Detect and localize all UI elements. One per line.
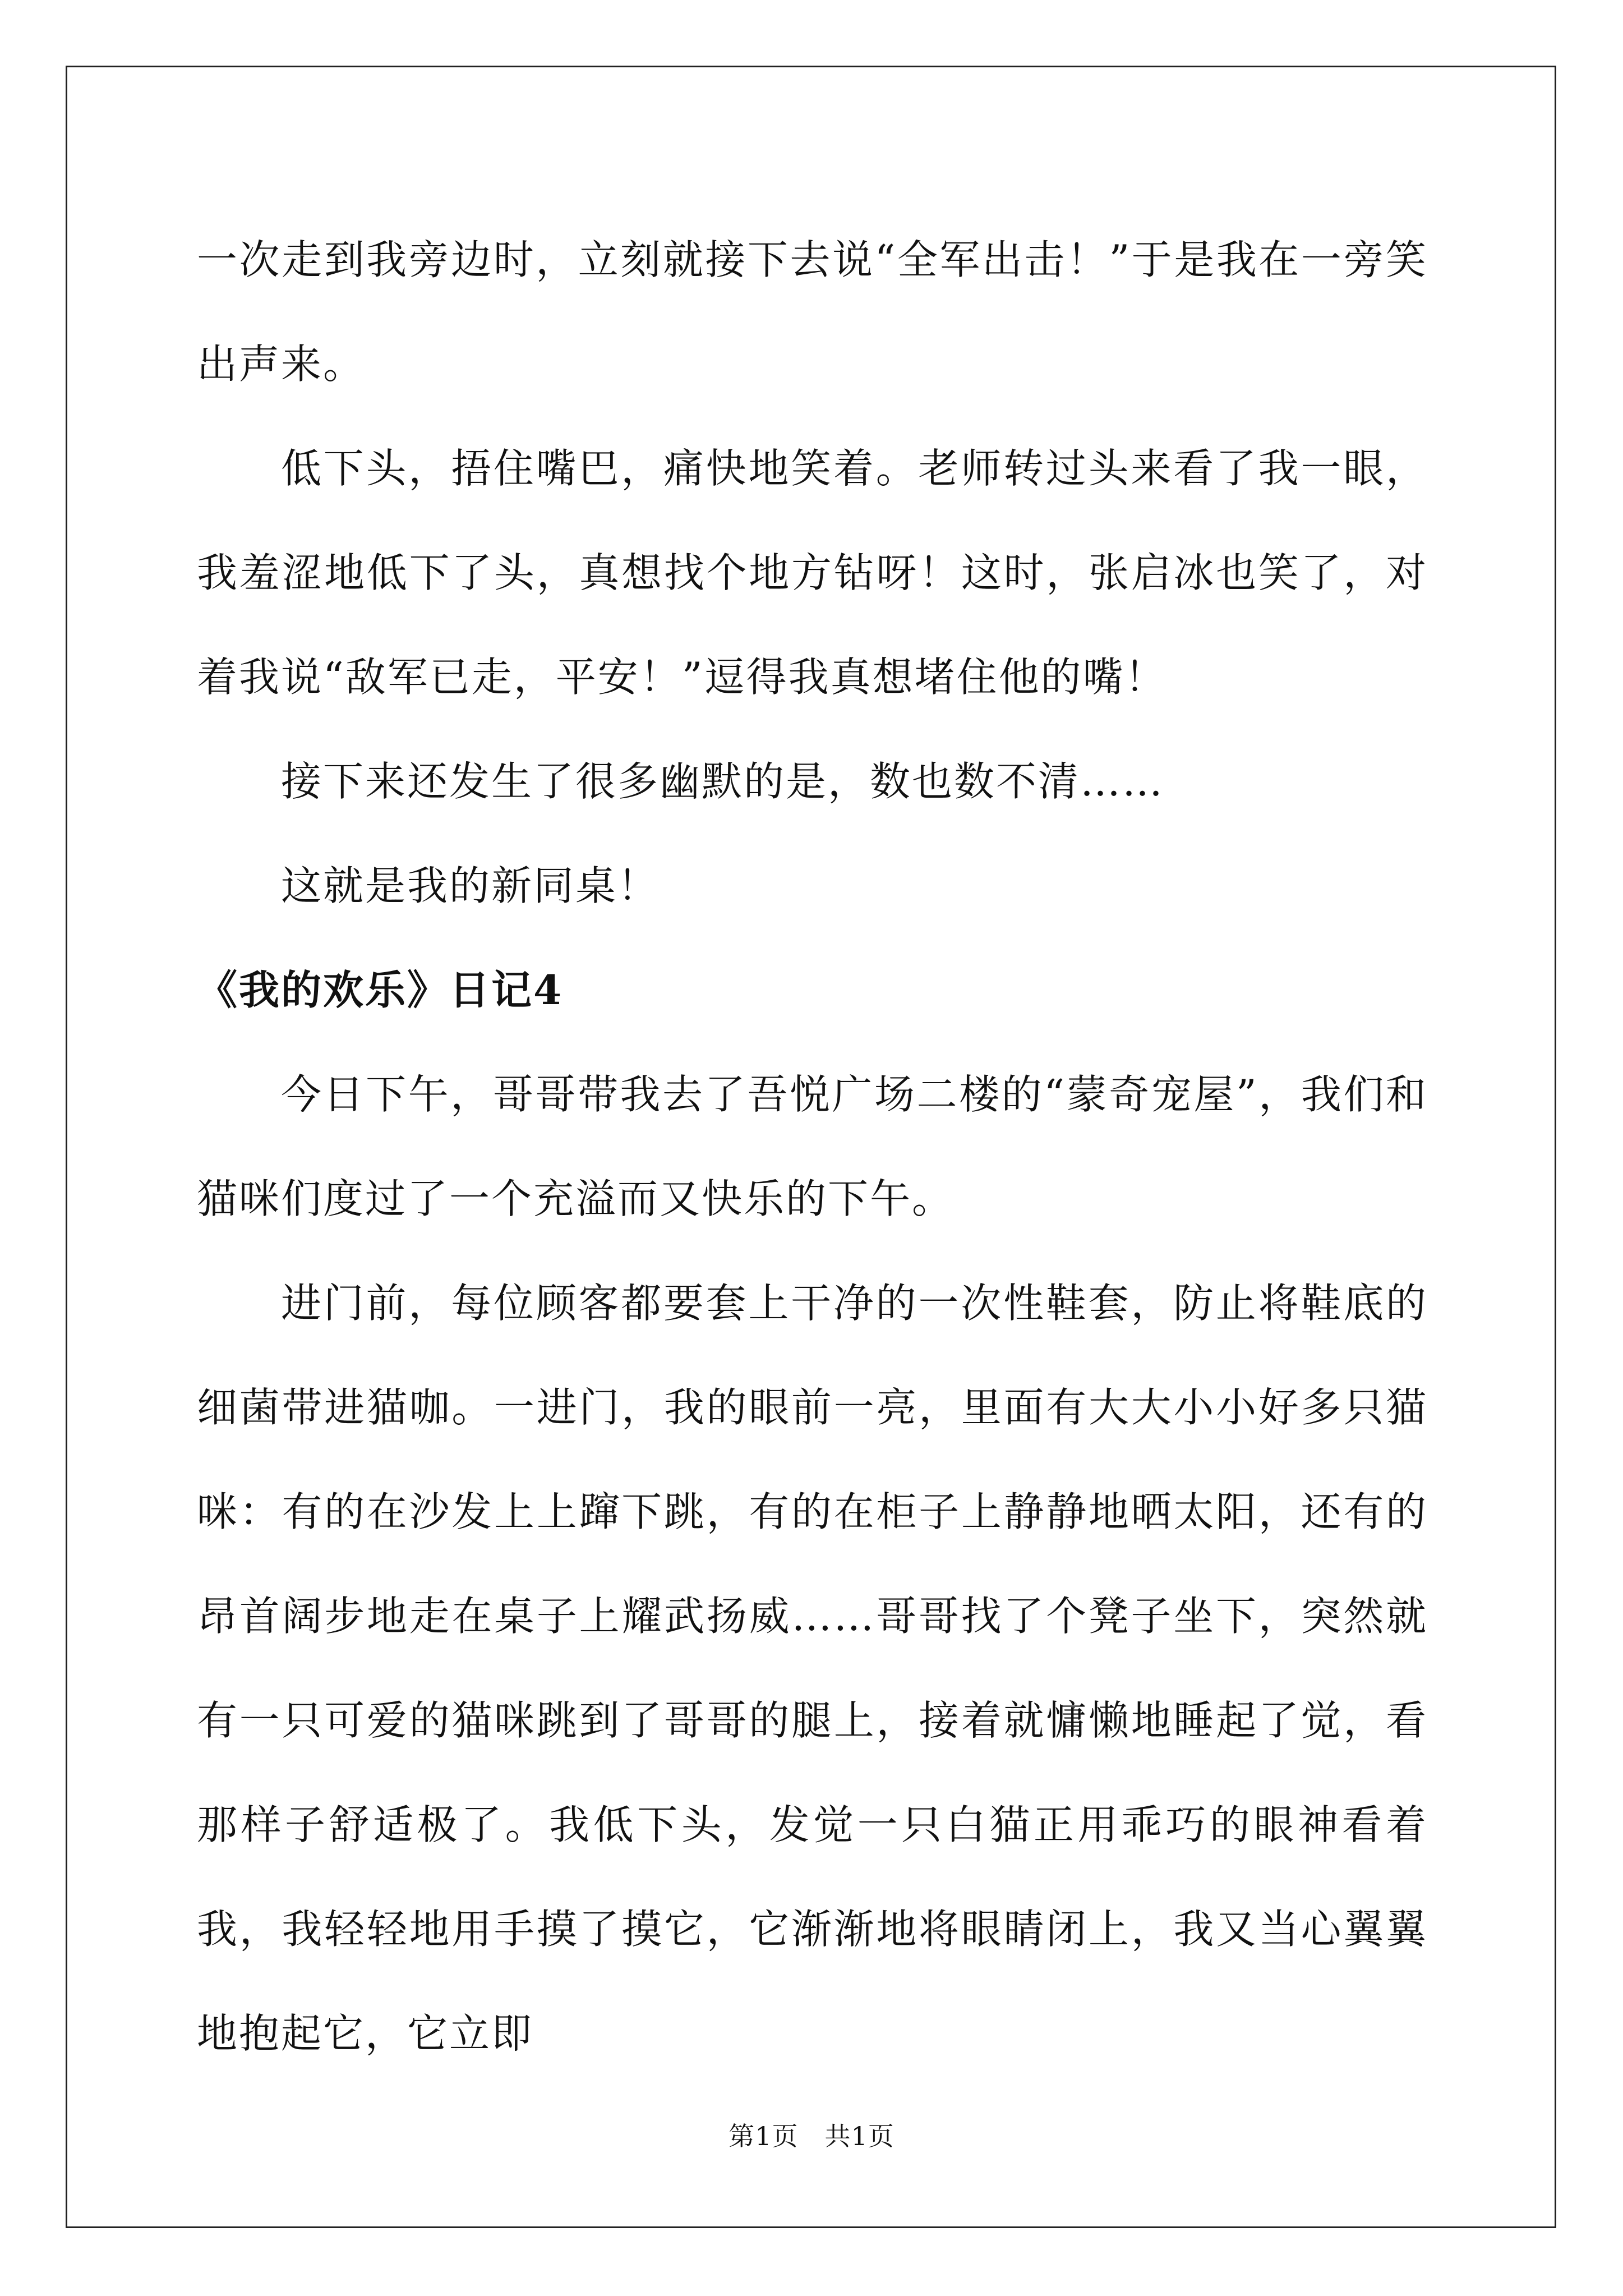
section-title: 《我的欢乐》日记4: [197, 966, 564, 1014]
paragraph-1: 一次走到我旁边时，立刻就接下去说“全军出击！”于是我在一旁笑出声来。: [197, 236, 1428, 388]
page-footer: 第1页 共1页: [728, 2121, 895, 2151]
section-paragraph-2: 进门前，每位顾客都要套上干净的一次性鞋套，防止将鞋底的细菌带进猫咖。一进门，我的眼前一亮，里面有大大小小好多只猫咪：有的在沙发上上蹿下跳，有的在柜子上静静地晒太阳，还有的昂首阔步地走在桌子上耀武扬威……哥哥找了个凳子坐下，突然就有一只可爱的猫咪跳到了哥哥的腿上，接着就慵懒地睡起了觉，看那样子舒适极了。我低下头，发觉一只白猫正用乖巧的眼神看着我，我轻轻地用手摸了摸它，它渐渐地将眼睛闭上，我又当心翼翼地抱起它，它立即: [197, 1280, 1428, 2057]
paragraph-2: 低下头，捂住嘴巴，痛快地笑着。老师转过头来看了我一眼，我羞涩地低下了头，真想找个地方钻呀！这时，张启冰也笑了，对着我说“敌军已走，平安！”逗得我真想堵住他的嘴！: [197, 445, 1428, 701]
document-body: [197, 208, 1428, 2086]
paragraph-4: 这就是我的新同桌！: [281, 862, 660, 909]
section-paragraph-1: 今日下午，哥哥带我去了吾悦广场二楼的“蒙奇宠屋”，我们和猫咪们度过了一个充溢而又快乐的下午。: [197, 1071, 1428, 1222]
paragraph-3: 接下来还发生了很多幽默的是，数也数不清……: [281, 758, 1165, 805]
